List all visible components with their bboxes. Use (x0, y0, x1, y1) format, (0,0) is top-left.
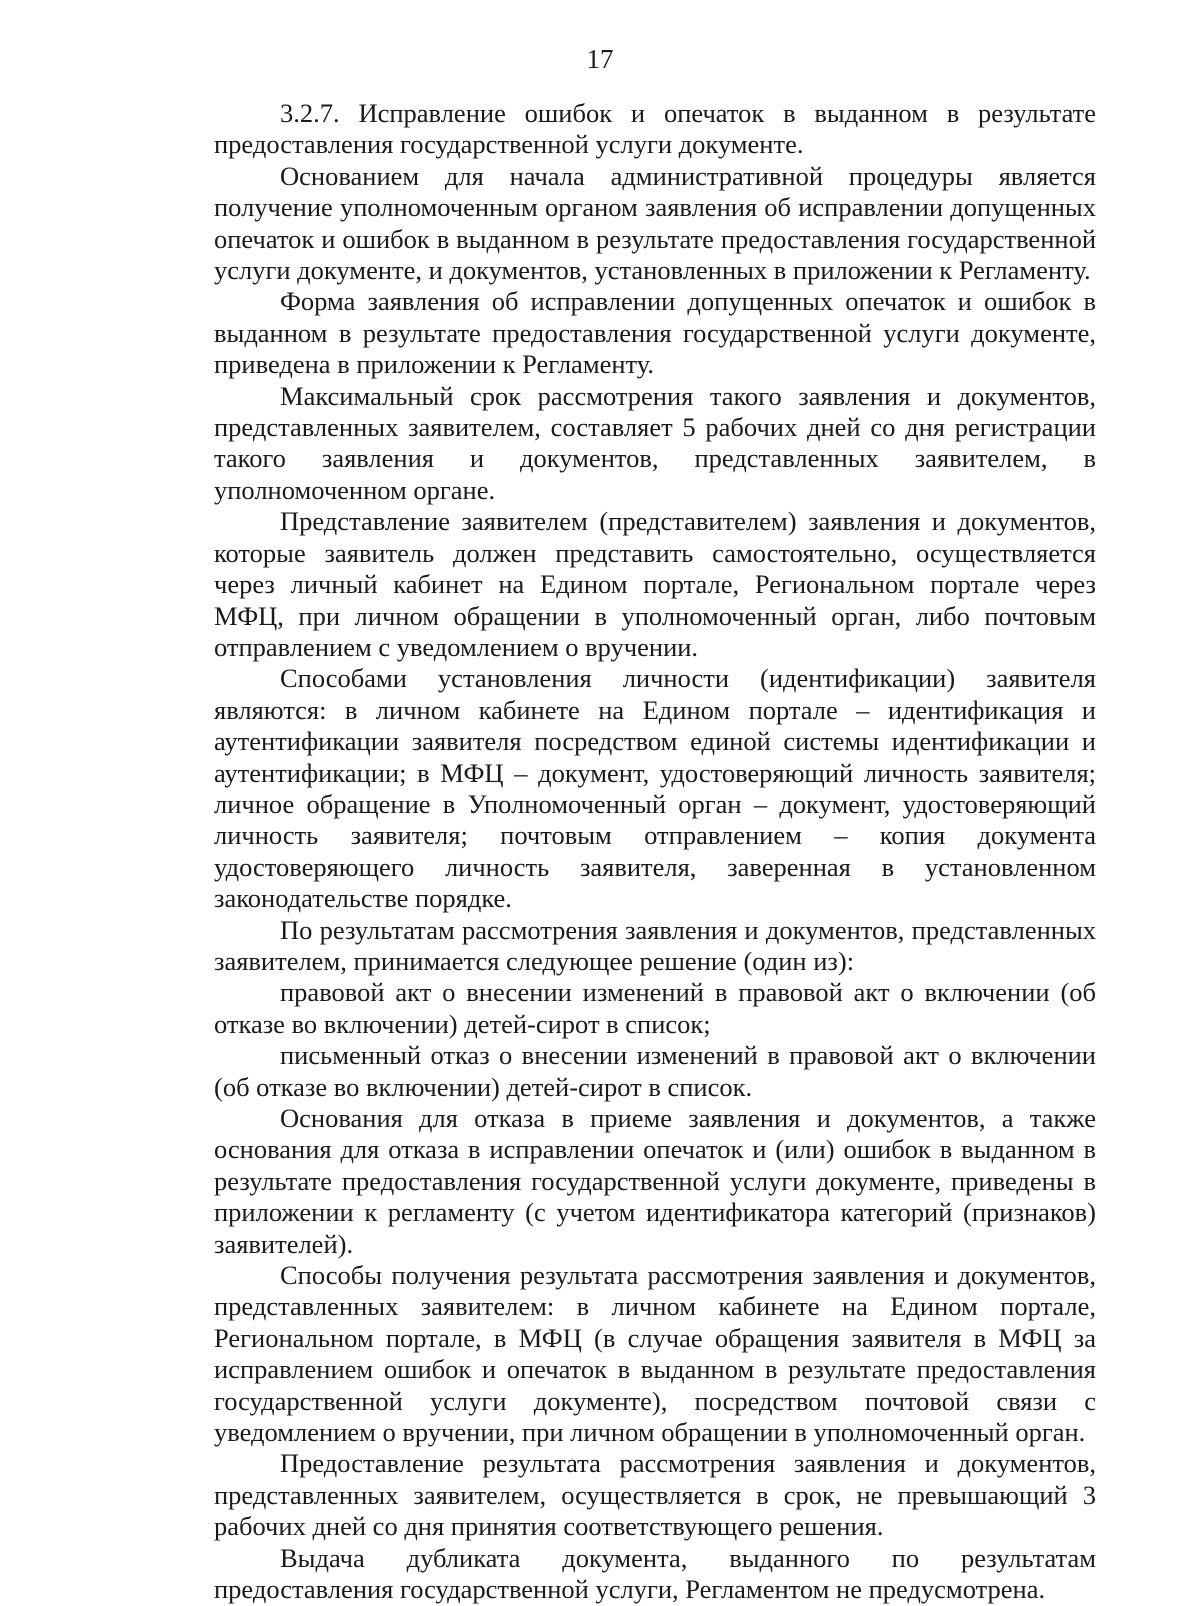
paragraph-decision-intro: По результатам рассмотрения заявления и документов, представленных заявителем, принимается следующее решение (один из): (214, 914, 1096, 976)
paragraph-duplicate: Выдача дубликата документа, выданного по результатам предоставления государственной услуги, Регламентом не предусмотрена. (214, 1542, 1096, 1605)
paragraph-max-term: Максимальный срок рассмотрения такого заявления и документов, представленных заявителем, составляет 5 рабочих дней со дня регистрации такого заявления и документов, представленных заявителем, в уполномоченном органе. (214, 380, 1096, 505)
document-body (214, 98, 1096, 1606)
paragraph-result-term: Предоставление результата рассмотрения заявления и документов, представленных заявителем, осуществляется в срок, не превышающий 3 рабочих дней со дня принятия соответствующего решения. (214, 1448, 1096, 1542)
paragraph-submission: Представление заявителем (представителем) заявления и документов, которые заявитель должен представить самостоятельно, осуществляется через личный кабинет на Едином портале, Региональном портале через МФЦ, при личном обращении в уполномоченный орган, либо почтовым отправлением с уведомлением о вручении. (214, 506, 1096, 662)
paragraph-result-methods: Способы получения результата рассмотрения заявления и документов, представленных заявителем: в личном кабинете на Едином портале, Региональном портале, в МФЦ (в случае обращения заявителя в МФЦ за исправлением ошибок и опечаток в выданном в результате предоставления государственной услуги документе), посредством почтовой связи с уведомлением о вручении, при личном обращении в уполномоченный орган. (214, 1260, 1096, 1448)
paragraph-identification: Способами установления личности (идентификации) заявителя являются: в личном кабинете на Едином портале – идентификация и аутентификации заявителя посредством единой системы идентификации и аутентификации; в МФЦ – документ, удостоверяющий личность заявителя; личное обращение в Уполномоченный орган – документ, удостоверяющий личность заявителя; почтовым отправлением – копия документа удостоверяющего личность заявителя, заверенная в установленном законодательстве порядке. (214, 663, 1096, 914)
paragraph-grounds: Основанием для начала административной процедуры является получение уполномоченным органом заявления об исправлении допущенных опечаток и ошибок в выданном в результате предоставления государственной услуги документе, и документов, установленных в приложении к Регламенту. (214, 160, 1096, 286)
page-number: 17 (586, 44, 614, 74)
paragraph-section-heading: 3.2.7. Исправление ошибок и опечаток в выданном в результате предоставления государственной услуги документе. (214, 98, 1096, 160)
paragraph-decision-option-2: письменный отказ о внесении изменений в правовой акт о включении (об отказе во включении) детей-сирот в список. (214, 1040, 1096, 1102)
paragraph-form: Форма заявления об исправлении допущенных опечаток и ошибок в выданном в результате предоставления государственной услуги документе, приведена в приложении к Регламенту. (214, 286, 1096, 380)
paragraph-refusal-grounds: Основания для отказа в приеме заявления и документов, а также основания для отказа в исправлении опечаток и (или) ошибок в выданном в результате предоставления государственной услуги документе, приведены в приложении к регламенту (с учетом идентификатора категорий (признаков) заявителей). (214, 1103, 1096, 1259)
paragraph-decision-option-1: правовой акт о внесении изменений в правовой акт о включении (об отказе во включении) детей-сирот в список; (214, 977, 1096, 1039)
